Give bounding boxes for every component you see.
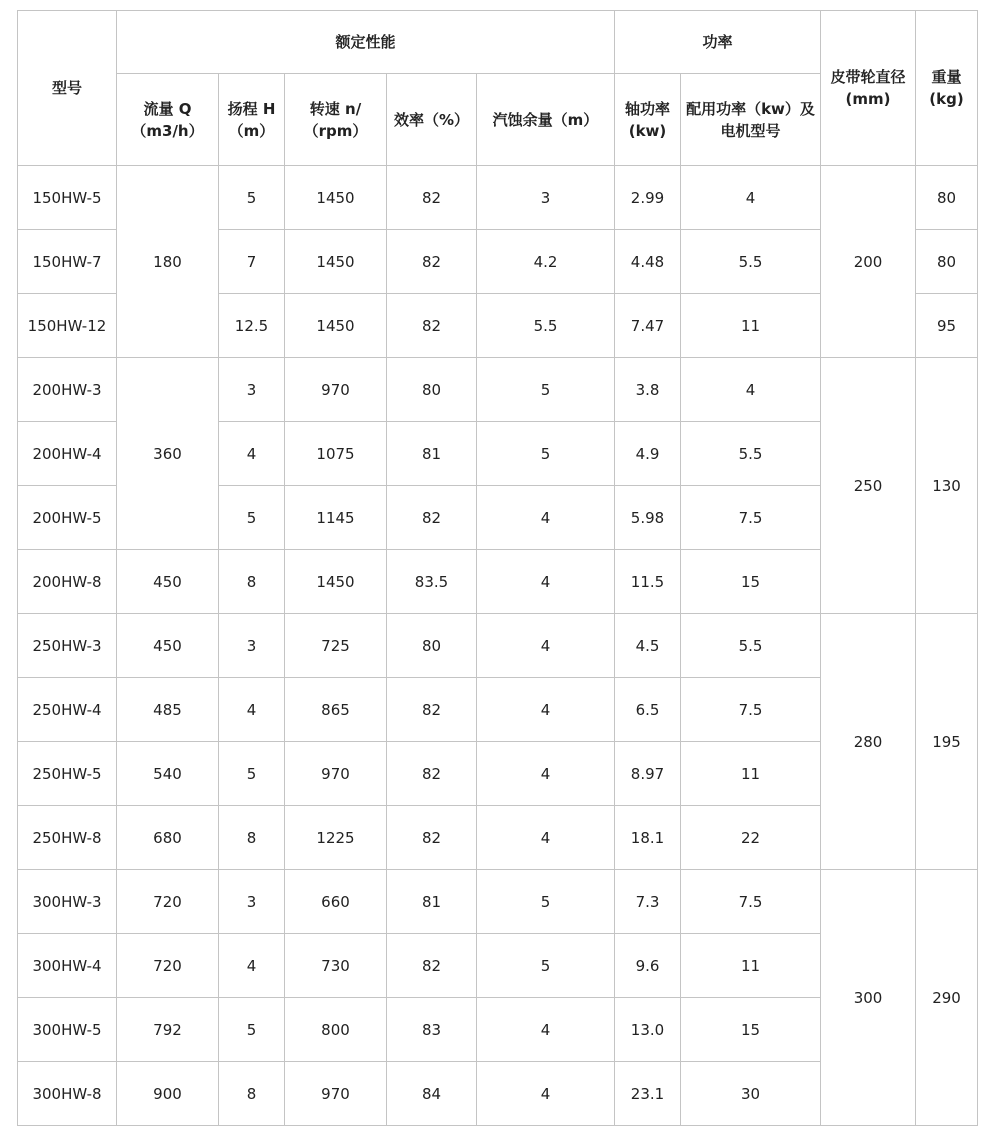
cell-motor-power: 15 xyxy=(681,550,821,614)
cell-head: 3 xyxy=(219,870,285,934)
cell-efficiency: 81 xyxy=(387,870,477,934)
cell-motor-power: 11 xyxy=(681,934,821,998)
cell-speed: 1450 xyxy=(285,230,387,294)
cell-npsh: 3 xyxy=(477,166,615,230)
cell-motor-power: 7.5 xyxy=(681,486,821,550)
cell-flow: 485 xyxy=(117,678,219,742)
cell-speed: 970 xyxy=(285,358,387,422)
cell-efficiency: 83.5 xyxy=(387,550,477,614)
cell-efficiency: 84 xyxy=(387,1062,477,1126)
cell-head: 5 xyxy=(219,998,285,1062)
cell-pulley: 300 xyxy=(821,870,916,1126)
cell-efficiency: 82 xyxy=(387,166,477,230)
cell-flow: 450 xyxy=(117,550,219,614)
cell-model: 250HW-5 xyxy=(18,742,117,806)
cell-motor-power: 11 xyxy=(681,294,821,358)
pump-spec-table xyxy=(17,10,978,1126)
cell-model: 150HW-5 xyxy=(18,166,117,230)
cell-head: 4 xyxy=(219,934,285,998)
cell-shaft-power: 2.99 xyxy=(615,166,681,230)
cell-head: 8 xyxy=(219,1062,285,1126)
cell-head: 7 xyxy=(219,230,285,294)
cell-speed: 800 xyxy=(285,998,387,1062)
cell-weight: 290 xyxy=(916,870,978,1126)
table-row xyxy=(18,614,978,678)
cell-model: 200HW-4 xyxy=(18,422,117,486)
table-row xyxy=(18,870,978,934)
table-row xyxy=(18,166,978,230)
cell-model: 250HW-3 xyxy=(18,614,117,678)
cell-speed: 730 xyxy=(285,934,387,998)
cell-shaft-power: 6.5 xyxy=(615,678,681,742)
header-rated-performance: 额定性能 xyxy=(117,11,615,74)
cell-speed: 1450 xyxy=(285,294,387,358)
cell-npsh: 4 xyxy=(477,678,615,742)
header-speed: 转速 n/（rpm） xyxy=(285,74,387,166)
cell-efficiency: 82 xyxy=(387,742,477,806)
cell-flow: 540 xyxy=(117,742,219,806)
header-motor-power: 配用功率（kw）及电机型号 xyxy=(681,74,821,166)
cell-speed: 1225 xyxy=(285,806,387,870)
cell-model: 200HW-8 xyxy=(18,550,117,614)
cell-npsh: 5 xyxy=(477,422,615,486)
header-pulley-diameter: 皮带轮直径 (mm) xyxy=(821,11,916,166)
cell-efficiency: 81 xyxy=(387,422,477,486)
cell-efficiency: 82 xyxy=(387,806,477,870)
cell-npsh: 5 xyxy=(477,358,615,422)
cell-npsh: 5.5 xyxy=(477,294,615,358)
cell-motor-power: 4 xyxy=(681,166,821,230)
cell-shaft-power: 9.6 xyxy=(615,934,681,998)
header-head: 扬程 H（m） xyxy=(219,74,285,166)
header-power: 功率 xyxy=(615,11,821,74)
cell-shaft-power: 11.5 xyxy=(615,550,681,614)
cell-head: 8 xyxy=(219,806,285,870)
cell-flow: 900 xyxy=(117,1062,219,1126)
cell-npsh: 4 xyxy=(477,806,615,870)
cell-motor-power: 7.5 xyxy=(681,678,821,742)
header-efficiency: 效率（%） xyxy=(387,74,477,166)
cell-efficiency: 82 xyxy=(387,678,477,742)
cell-motor-power: 11 xyxy=(681,742,821,806)
cell-motor-power: 5.5 xyxy=(681,614,821,678)
cell-npsh: 5 xyxy=(477,870,615,934)
cell-npsh: 4.2 xyxy=(477,230,615,294)
cell-model: 200HW-5 xyxy=(18,486,117,550)
cell-weight: 195 xyxy=(916,614,978,870)
cell-head: 5 xyxy=(219,742,285,806)
cell-head: 3 xyxy=(219,614,285,678)
cell-weight: 80 xyxy=(916,230,978,294)
cell-flow: 720 xyxy=(117,870,219,934)
cell-flow: 680 xyxy=(117,806,219,870)
cell-head: 5 xyxy=(219,166,285,230)
cell-motor-power: 7.5 xyxy=(681,870,821,934)
cell-shaft-power: 4.5 xyxy=(615,614,681,678)
cell-speed: 865 xyxy=(285,678,387,742)
cell-head: 8 xyxy=(219,550,285,614)
cell-npsh: 4 xyxy=(477,550,615,614)
cell-model: 150HW-12 xyxy=(18,294,117,358)
cell-speed: 970 xyxy=(285,742,387,806)
cell-shaft-power: 13.0 xyxy=(615,998,681,1062)
cell-shaft-power: 23.1 xyxy=(615,1062,681,1126)
header-model: 型号 xyxy=(18,11,117,166)
cell-shaft-power: 8.97 xyxy=(615,742,681,806)
cell-motor-power: 5.5 xyxy=(681,230,821,294)
cell-head: 5 xyxy=(219,486,285,550)
header-flow: 流量 Q（m3/h） xyxy=(117,74,219,166)
cell-head: 4 xyxy=(219,678,285,742)
cell-efficiency: 82 xyxy=(387,486,477,550)
table-row xyxy=(18,358,978,422)
cell-efficiency: 83 xyxy=(387,998,477,1062)
cell-model: 200HW-3 xyxy=(18,358,117,422)
cell-motor-power: 22 xyxy=(681,806,821,870)
cell-motor-power: 5.5 xyxy=(681,422,821,486)
cell-npsh: 4 xyxy=(477,742,615,806)
cell-efficiency: 80 xyxy=(387,358,477,422)
cell-head: 12.5 xyxy=(219,294,285,358)
cell-head: 3 xyxy=(219,358,285,422)
cell-model: 150HW-7 xyxy=(18,230,117,294)
cell-pulley: 280 xyxy=(821,614,916,870)
cell-shaft-power: 7.47 xyxy=(615,294,681,358)
cell-model: 300HW-3 xyxy=(18,870,117,934)
cell-model: 300HW-4 xyxy=(18,934,117,998)
cell-head: 4 xyxy=(219,422,285,486)
cell-motor-power: 4 xyxy=(681,358,821,422)
cell-shaft-power: 7.3 xyxy=(615,870,681,934)
cell-efficiency: 82 xyxy=(387,934,477,998)
cell-npsh: 5 xyxy=(477,934,615,998)
header-weight: 重量 (kg) xyxy=(916,11,978,166)
cell-pulley: 250 xyxy=(821,358,916,614)
cell-speed: 660 xyxy=(285,870,387,934)
cell-flow: 180 xyxy=(117,166,219,358)
cell-speed: 1450 xyxy=(285,166,387,230)
cell-shaft-power: 18.1 xyxy=(615,806,681,870)
cell-shaft-power: 5.98 xyxy=(615,486,681,550)
cell-weight: 95 xyxy=(916,294,978,358)
cell-flow: 360 xyxy=(117,358,219,550)
cell-speed: 1450 xyxy=(285,550,387,614)
cell-speed: 1075 xyxy=(285,422,387,486)
header-shaft-power: 轴功率 (kw) xyxy=(615,74,681,166)
cell-npsh: 4 xyxy=(477,614,615,678)
cell-model: 250HW-8 xyxy=(18,806,117,870)
cell-efficiency: 80 xyxy=(387,614,477,678)
cell-weight: 130 xyxy=(916,358,978,614)
cell-shaft-power: 3.8 xyxy=(615,358,681,422)
cell-flow: 450 xyxy=(117,614,219,678)
cell-motor-power: 30 xyxy=(681,1062,821,1126)
cell-efficiency: 82 xyxy=(387,294,477,358)
cell-npsh: 4 xyxy=(477,1062,615,1126)
cell-flow: 720 xyxy=(117,934,219,998)
cell-shaft-power: 4.9 xyxy=(615,422,681,486)
cell-weight: 80 xyxy=(916,166,978,230)
cell-model: 250HW-4 xyxy=(18,678,117,742)
cell-model: 300HW-5 xyxy=(18,998,117,1062)
cell-pulley: 200 xyxy=(821,166,916,358)
cell-flow: 792 xyxy=(117,998,219,1062)
cell-npsh: 4 xyxy=(477,998,615,1062)
cell-speed: 725 xyxy=(285,614,387,678)
cell-speed: 970 xyxy=(285,1062,387,1126)
cell-npsh: 4 xyxy=(477,486,615,550)
cell-speed: 1145 xyxy=(285,486,387,550)
cell-motor-power: 15 xyxy=(681,998,821,1062)
cell-shaft-power: 4.48 xyxy=(615,230,681,294)
header-npsh: 汽蚀余量（m） xyxy=(477,74,615,166)
cell-efficiency: 82 xyxy=(387,230,477,294)
cell-model: 300HW-8 xyxy=(18,1062,117,1126)
